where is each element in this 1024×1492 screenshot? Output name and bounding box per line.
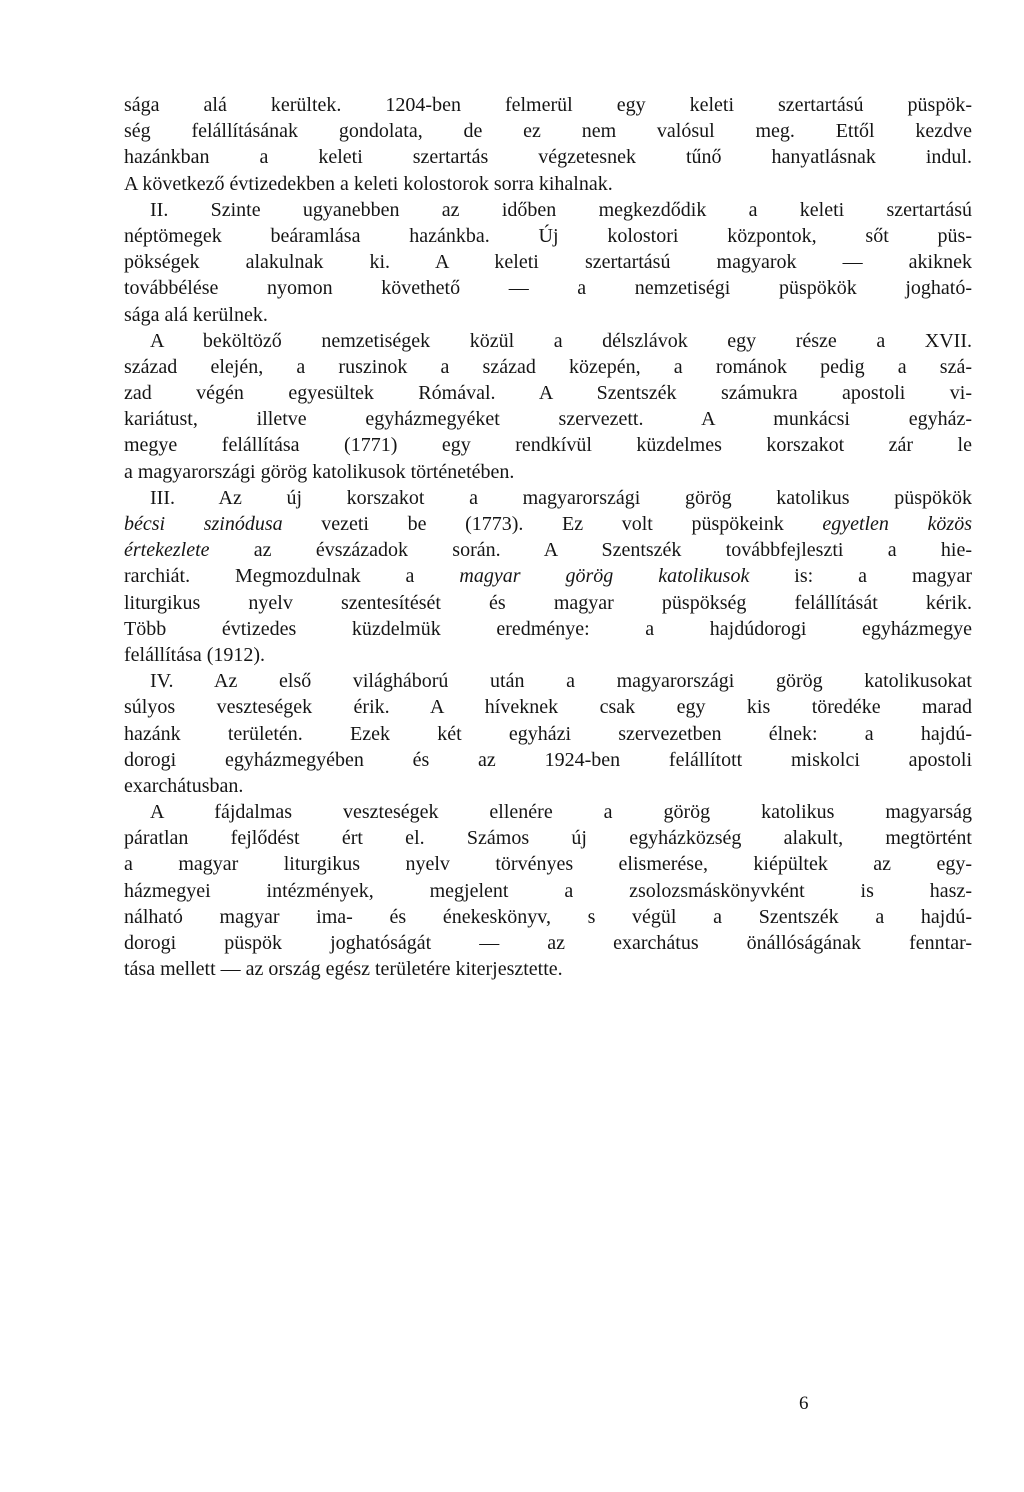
text-run: az évszázadok során. A Szentszék továbbfejleszti a hie- [209,539,972,562]
text-run: rarchiát. Megmozdulnak a [124,565,460,588]
text-line: liturgikus nyelv szentesítését és magyar püspökség felállítását kérik. [124,591,972,614]
paragraph-p4 [124,485,972,668]
text-line: dorogi egyházmegyében és az 1924-ben felállított miskolci apostoli [124,748,972,771]
text-line: század elején, a ruszinok a század közepén, a románok pedig a szá- [124,355,972,378]
text-line: pökségek alakulnak ki. A keleti szertartású magyarok — akiknek [124,251,972,274]
text-line: páratlan fejlődést ért el. Számos új egyházközség alakult, megtörtént [124,827,972,850]
paragraph-p3 [124,328,972,485]
text-line: a magyarországi görög katolikusok történetében. [124,460,515,483]
text-line: a magyar liturgikus nyelv törvényes elismerése, kiépültek az egy- [124,853,972,876]
paragraph-p6 [124,799,972,982]
text-line: A fájdalmas veszteségek ellenére a görög katolikus magyarság [150,801,972,824]
text-line [124,537,972,563]
italic-phrase: magyar görög katolikusok [459,565,750,588]
text-line: IV. Az első világháború után a magyarországi görög katolikusokat [150,670,972,693]
text-line: A beköltöző nemzetiségek közül a délszlávok egy része a XVII. [150,329,972,352]
text-line: ség felállításának gondolata, de ez nem valósul meg. Ettől kezdve [124,120,972,143]
page-body [124,92,972,982]
text-line: Több évtizedes küzdelmük eredménye: a hajdúdorogi egyházmegye [124,617,972,640]
italic-phrase: bécsi szinódusa [124,513,283,535]
italic-phrase: értekezlete [124,539,210,562]
text-run: is: a magyar [749,565,972,588]
text-line: tása mellett — az ország egész területére kiterjesztette. [124,958,563,981]
text-line: hazánkban a keleti szertartás végzetesnek tűnő hanyatlásnak indul. [124,146,972,169]
text-line: megye felállítása (1771) egy rendkívül küzdelmes korszakot zár le [124,434,972,457]
text-line: II. Szinte ugyanebben az időben megkezdődik a keleti szertartású [150,198,972,221]
paragraph-p1 [124,92,972,197]
page-number: 6 [799,1393,809,1414]
text-line: dorogi püspök joghatóságát — az exarchátus önállóságának fenntar- [124,932,972,954]
text-line: házmegyei intézmények, megjelent a zsolozsmáskönyvként is hasz- [124,879,972,902]
text-line: sága alá kerülnek. [124,303,268,326]
text-line [124,511,972,537]
paragraph-p5 [124,668,972,799]
text-line [124,563,972,589]
text-line: nálható magyar ima- és énekeskönyv, s végül a Szentszék a hajdú- [124,905,972,928]
text-line: néptömegek beáramlása hazánkba. Új kolostori központok, sőt püs- [124,224,972,247]
text-line: A következő évtizedekben a keleti kolostorok sorra kihalnak. [124,172,613,195]
text-line: kariátust, illetve egyházmegyéket szervezett. A munkácsi egyház- [124,408,972,431]
text-line: súlyos veszteségek érik. A híveknek csak egy kis töredéke marad [124,696,972,719]
text-line: továbbélése nyomon követhető — a nemzetiségi püspökök jogható- [124,277,972,300]
text-run: vezeti be (1773). Ez volt püspökeink [282,513,823,535]
text-line: III. Az új korszakot a magyarországi görög katolikus püspökök [150,486,972,509]
text-line: felállítása (1912). [124,643,266,666]
paragraph-p2 [124,197,972,328]
text-line: exarchátusban. [124,774,244,797]
italic-phrase: egyetlen közös [822,513,972,535]
text-line: sága alá kerültek. 1204-ben felmerül egy keleti szertartású püspök- [124,94,972,116]
text-line: zad végén egyesültek Rómával. A Szentszék számukra apostoli vi- [124,382,972,405]
text-line: hazánk területén. Ezek két egyházi szervezetben élnek: a hajdú- [124,722,972,745]
